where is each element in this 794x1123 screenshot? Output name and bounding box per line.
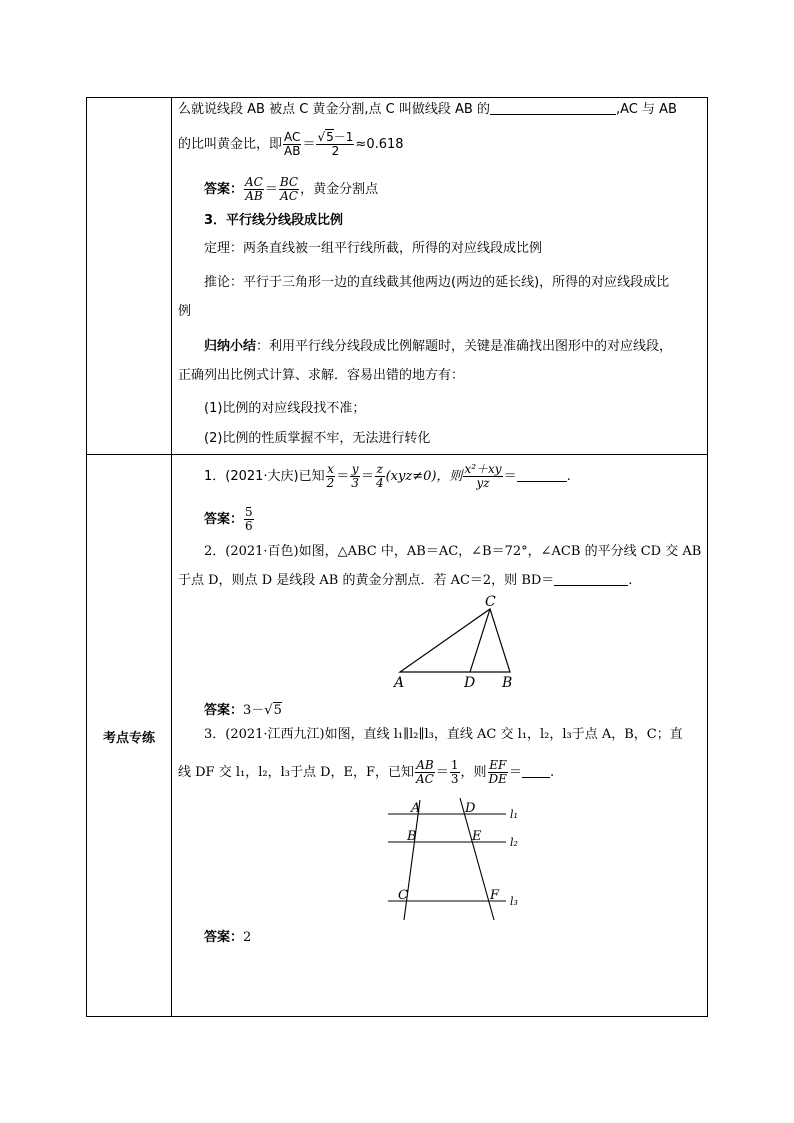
label-c: C [485, 594, 496, 610]
question-1: 1．(2021·大庆)已知 $\frac{x}{2}$ ＝ $\frac{y}{3}$ ＝ $\frac{z}{4}$ (xyz≠0)，则 $\frac{\text{x²＋xy}}{yz}$ ＝ . [204, 462, 571, 490]
question-2-line2: 于点 D，则点 D 是线段 AB 的黄金分割点．若 AC＝2，则 BD＝ . [178, 573, 633, 588]
label-e: E [472, 829, 482, 844]
triangle-abc [400, 609, 510, 672]
line-df [460, 798, 494, 920]
summary-line1: 归纳小结：利用平行线分线段成比例解题时，关键是准确找出图形中的对应线段， [204, 339, 673, 354]
row-divider [87, 454, 707, 455]
answer-blank [522, 763, 550, 778]
answer-q1: 答案： $\frac{5}{6}$ [204, 505, 253, 533]
answer-section1: 答案： $\frac{AC}{AB}$ ＝ $\frac{BC}{AC}$ ，黄金分割点 [204, 175, 379, 203]
label-l1: l₁ [510, 808, 518, 821]
answer-blank [517, 467, 567, 482]
label-b: B [502, 675, 513, 691]
label-l3: l₃ [510, 895, 518, 908]
summary-line2: 正确列出比例式计算、求解．容易出错的地方有： [178, 368, 465, 383]
answer-blank [554, 571, 628, 586]
label-f: F [490, 888, 500, 903]
column-divider [171, 98, 172, 1016]
theorem-text: 定理：两条直线被一组平行线所截，所得的对应线段成比例 [204, 241, 543, 256]
fraction-bc-ac-answer: $\frac{BC}{AC}$ [279, 175, 299, 203]
practice-label: 考点专练 [102, 730, 155, 746]
answer-blank [490, 100, 616, 115]
fraction-ac-ab-answer: $\frac{AC}{AB}$ [245, 175, 263, 203]
summary-point1: (1)比例的对应线段找不准； [204, 401, 366, 416]
label-l2: l₂ [510, 836, 518, 849]
label-a: A [411, 801, 421, 816]
bisector-cd [470, 609, 490, 672]
label-d: D [464, 675, 476, 691]
fraction-golden-ratio: $\frac{√5-1}{2}$ [317, 130, 354, 158]
question-2-line1: 2．(2021·百色)如图，△ABC 中，AB＝AC，∠B＝72°，∠ACB 的平分线 CD 交 AB [204, 544, 702, 559]
answer-q3: 答案：2 [204, 930, 252, 945]
question-3-line1: 3．(2021·江西九江)如图，直线 l₁∥l₂∥l₃，直线 AC 交 l₁，l₂，l₃于点 A，B，C；直 [204, 727, 683, 742]
label-b: B [407, 829, 417, 844]
parallel-lines-figure [384, 796, 530, 924]
label-c: C [398, 888, 408, 903]
label-d: D [465, 801, 476, 816]
corollary-line2: 例 [178, 304, 192, 319]
answer-q2: 答案：3－√5 [204, 703, 282, 718]
fraction-ac-ab: $\frac{AC}{AB}$ [284, 130, 301, 158]
corollary-line1: 推论：平行于三角形一边的直线截其他两边(两边的延长线)，所得的对应线段成比 [204, 275, 670, 290]
label-a: A [394, 675, 405, 691]
section-heading: 3．平行线分线段成比例 [204, 213, 344, 228]
question-3-line2: 线 DF 交 l₁，l₂，l₃于点 D，E，F，已知 $\frac{AB}{AC}$ ＝ $\frac{1}{3}$ ，则 $\frac{EF}{DE}$ ＝ . [178, 758, 555, 786]
golden-ratio-line2: 的比叫黄金比，即 $\frac{AC}{AB}$ ＝ $\frac{√5-1}{2}$ ≈0.618 [178, 130, 404, 158]
triangle-figure [388, 592, 520, 692]
summary-point2: (2)比例的性质掌握不牢，无法进行转化 [204, 431, 431, 446]
golden-ratio-line1: 么就说线段 AB 被点 C 黄金分割,点 C 叫做线段 AB 的 ,AC 与 AB [178, 102, 677, 117]
